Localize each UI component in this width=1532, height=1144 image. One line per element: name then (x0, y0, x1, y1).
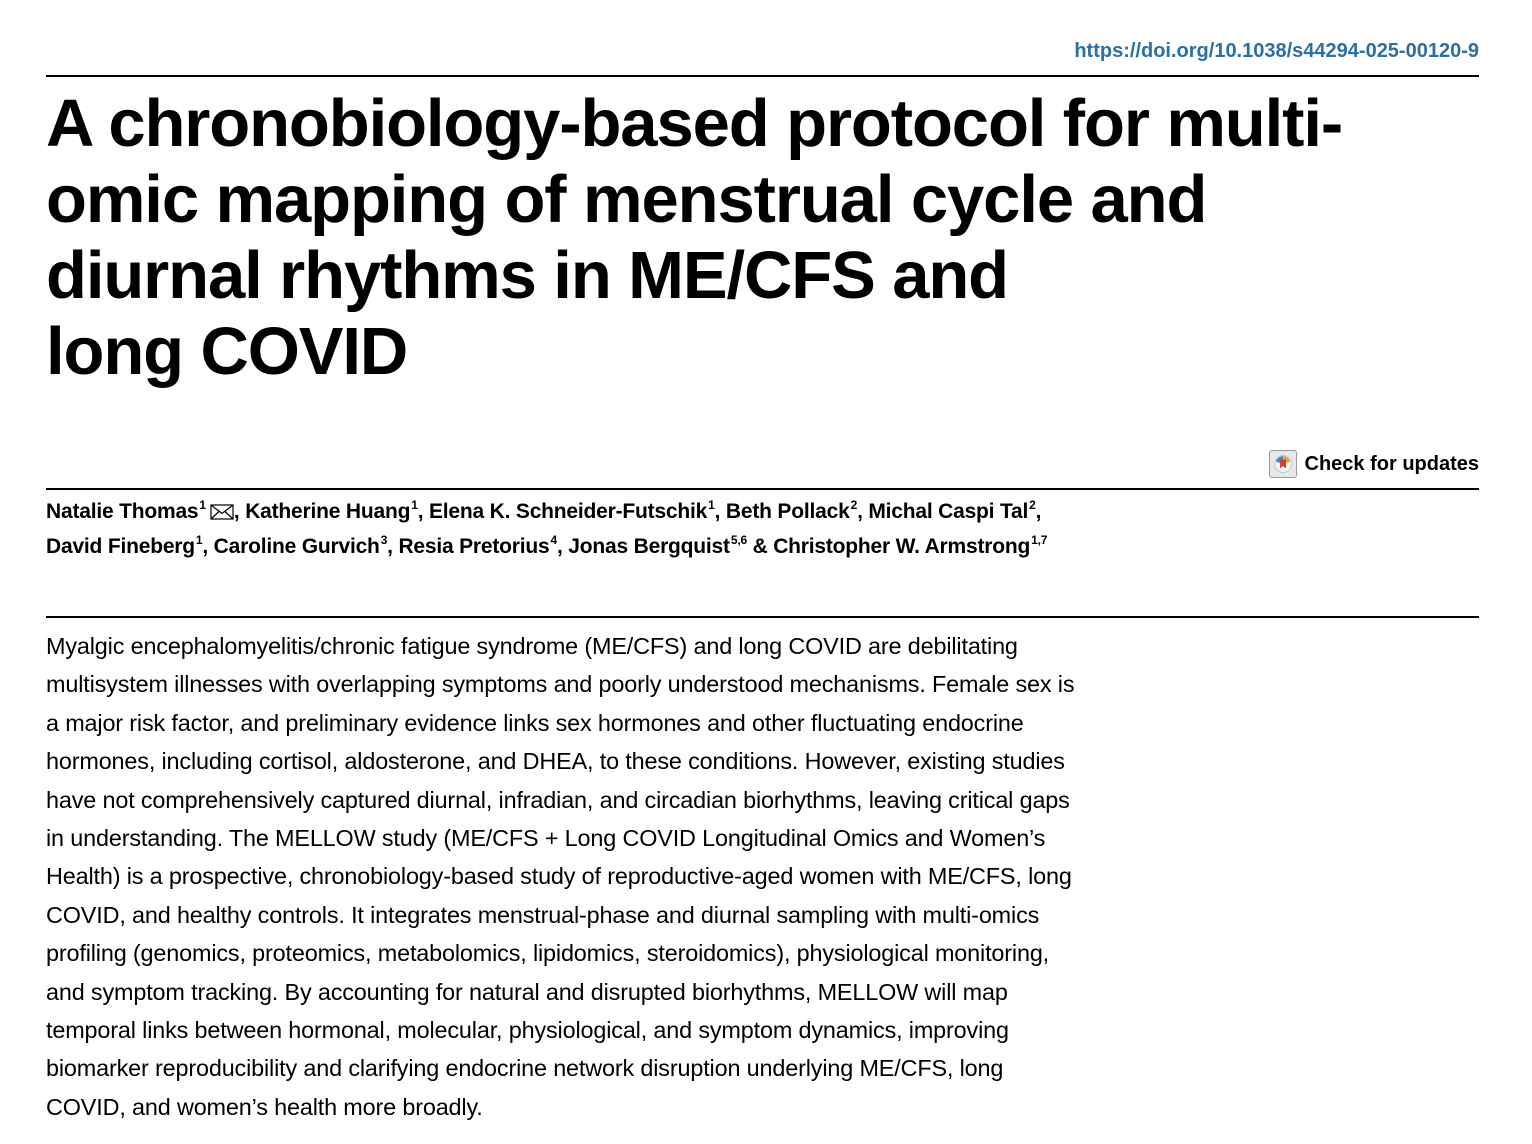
affiliation-number: 2 (1029, 498, 1036, 512)
author-list (46, 494, 1346, 564)
author-separator: , (714, 500, 726, 523)
author-separator: , (233, 500, 246, 523)
affiliation-number: 1 (411, 498, 418, 512)
author-separator: & (746, 535, 774, 558)
abstract-line: Health) is a prospective, chronobiology-based study of reproductive-aged women with ME/CFS, long (46, 863, 1072, 890)
affiliation-number: 1 (199, 498, 206, 512)
abstract-line: Myalgic encephalomyelitis/chronic fatigue syndrome (ME/CFS) and long COVID are debilitating (46, 633, 1018, 659)
affiliation-number: 1 (195, 533, 203, 547)
doi-link[interactable]: https://doi.org/10.1038/s44294-025-00120-9 (1074, 40, 1479, 62)
author-separator: , (557, 535, 569, 558)
affiliation-number: 2 (850, 498, 858, 512)
author-name[interactable]: Natalie Thomas (46, 500, 199, 523)
authors-top-rule (46, 488, 1479, 490)
affiliation-number: 5,6 (730, 533, 747, 547)
author-name[interactable]: Christopher W. Armstrong (773, 535, 1031, 558)
title-line: long COVID (46, 314, 408, 389)
abstract-line: profiling (genomics, proteomics, metabolomics, lipidomics, steroidomics), physiological monitoring, (46, 940, 1050, 967)
abstract-line: temporal links between hormonal, molecular, physiological, and symptom dynamics, improving (46, 1017, 1009, 1044)
abstract-line: multisystem illnesses with overlapping symptoms and poorly understood mechanisms. Female sex is (46, 671, 1075, 698)
title-line: omic mapping of menstrual cycle and (46, 162, 1207, 237)
author-name[interactable]: Michal Caspi Tal (868, 500, 1029, 523)
author-line (46, 529, 1346, 564)
abstract-line: COVID, and healthy controls. It integrates menstrual-phase and diurnal sampling with multi-omics (46, 901, 1040, 928)
author-separator: , (417, 500, 429, 523)
author-separator: , (202, 535, 214, 558)
author-name[interactable]: Katherine Huang (245, 500, 411, 523)
author-name[interactable]: Beth Pollack (725, 500, 850, 523)
abstract-line: in understanding. The MELLOW study (ME/CFS + Long COVID Longitudinal Omics and Women’s (46, 825, 1046, 852)
check-for-updates-button[interactable] (1269, 449, 1479, 479)
abstract-line: COVID, and women’s health more broadly. (46, 1093, 483, 1120)
affiliation-number: 3 (380, 533, 388, 547)
affiliation-number: 1 (708, 498, 715, 512)
header-rule (46, 75, 1479, 77)
author-name[interactable]: Resia Pretorius (398, 535, 550, 558)
abstract-line: and symptom tracking. By accounting for natural and disrupted biorhythms, MELLOW will map (46, 978, 1008, 1005)
check-for-updates-label: Check for updates (1304, 452, 1479, 475)
author-separator: , (387, 535, 399, 558)
author-separator: , (857, 500, 869, 523)
abstract-top-rule (46, 616, 1479, 618)
abstract (46, 627, 1276, 1126)
affiliation-number: 1,7 (1031, 533, 1048, 547)
article-title (46, 86, 1486, 390)
author-name[interactable]: David Fineberg (46, 535, 195, 558)
author-name[interactable]: Elena K. Schneider-Futschik (428, 500, 708, 523)
author-name[interactable]: Jonas Bergquist (568, 535, 730, 558)
author-name[interactable]: Caroline Gurvich (213, 535, 380, 558)
abstract-line: biomarker reproducibility and clarifying endocrine network disruption underlying ME/CFS, long (46, 1055, 1004, 1082)
title-line: A chronobiology-based protocol for multi- (46, 86, 1343, 161)
abstract-line: have not comprehensively captured diurnal, infradian, and circadian biorhythms, leaving critical gaps (46, 786, 1070, 813)
envelope-icon[interactable] (210, 504, 234, 520)
abstract-line: a major risk factor, and preliminary evidence links sex hormones and other fluctuating endocrine (46, 709, 1024, 736)
crossmark-icon (1269, 450, 1297, 478)
title-line: diurnal rhythms in ME/CFS and (46, 238, 1009, 313)
abstract-line: hormones, including cortisol, aldosterone, and DHEA, to these conditions. However, existing studies (46, 748, 1065, 775)
author-line (46, 494, 1346, 529)
author-separator: , (1035, 500, 1042, 523)
affiliation-number: 4 (550, 533, 558, 547)
